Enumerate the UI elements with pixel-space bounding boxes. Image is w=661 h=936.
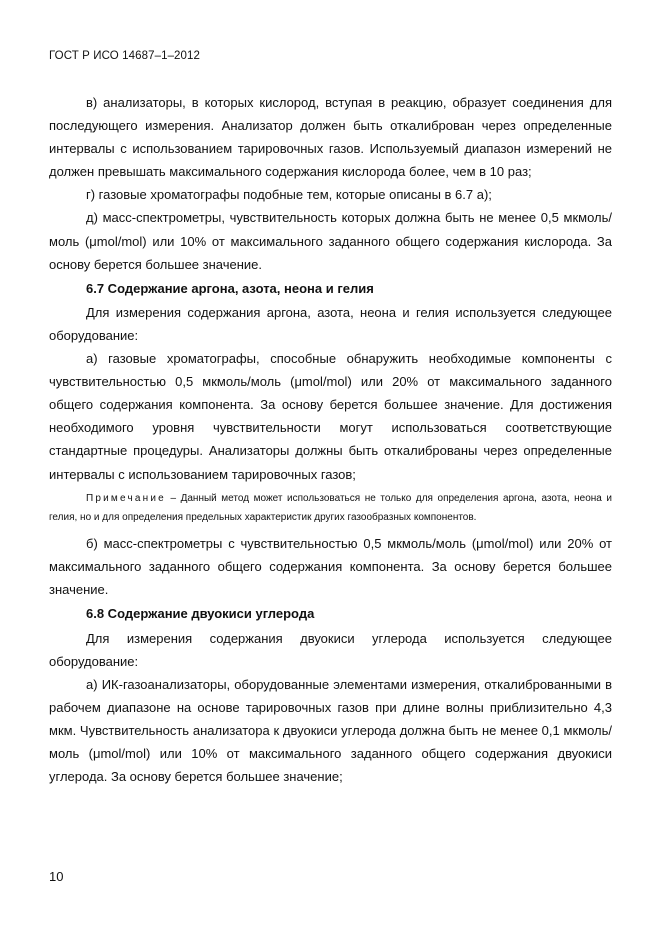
section-heading-6-8: 6.8 Содержание двуокиси углерода <box>86 606 315 622</box>
section-heading-6-7: 6.7 Содержание аргона, азота, неона и гелия <box>86 280 374 296</box>
paragraph-6-8-a: а) ИК-газоанализаторы, оборудованные элементами измерения, откалиброванными в рабочем диапазоне на основе тарировочных газов при длине волны приблизительно 4,3 мкм. Чувствительность анализатора к двуокиси углерода должна быть не менее 0,1 мкмоль/моль (μmol/mol) или 10% от максимального заданного общего содержания двуокиси углерода. За основу берется большее значение; <box>49 676 612 785</box>
paragraph-6-7-b: б) масс-спектрометры с чувствительностью 0,5 мкмоль/моль (μmol/mol) или 20% от максимального заданного общего содержания компонента. За основу берется большее значение. <box>49 536 612 598</box>
page-number: 10 <box>49 869 64 884</box>
paragraph-g: г) газовые хроматографы подобные тем, которые описаны в 6.7 а); <box>86 187 492 203</box>
paragraph-d: д) масс-спектрометры, чувствительность которых должна быть не менее 0,5 мкмоль/моль (μmol/mol) или 10% от максимального заданного общего содержания кислорода. За основу берется большее значение. <box>49 210 612 272</box>
note <box>49 489 612 529</box>
paragraph-6-7-intro: Для измерения содержания аргона, азота, неона и гелия используется следующее оборудование: <box>49 304 612 343</box>
paragraph-6-7-a: а) газовые хроматографы, способные обнаружить необходимые компоненты с чувствительностью 0,5 мкмоль/моль (μmol/mol) или 20% от максимального заданного общего содержания компонента. За основу берется большее значение. Для достижения необходимого уровня чувствительности могут использоваться соответствующие стандартные процедуры. Анализаторы должны быть откалиброваны через определенные интервалы с использованием тарировочных газов; <box>49 351 612 482</box>
document-code-header: ГОСТ Р ИСО 14687–1–2012 <box>49 50 201 62</box>
document-body <box>49 91 612 788</box>
paragraph-v: в) анализаторы, в которых кислород, вступая в реакцию, образует соединения для последующего измерения. Анализатор должен быть откалиброван через определенные интервалы с использованием тарировочных газов. Используемый диапазон измерений не должен превышать максимального содержания кислорода более, чем в 10 раз; <box>49 95 612 180</box>
note-label: Примечание <box>86 492 166 504</box>
paragraph-6-8-intro: Для измерения содержания двуокиси углерода используется следующее оборудование: <box>49 630 612 669</box>
note-text: – Данный метод может использоваться не только для определения аргона, азота, неона и гелия, но и для определения предельных характеристик других газообразных компонентов. <box>49 492 612 524</box>
